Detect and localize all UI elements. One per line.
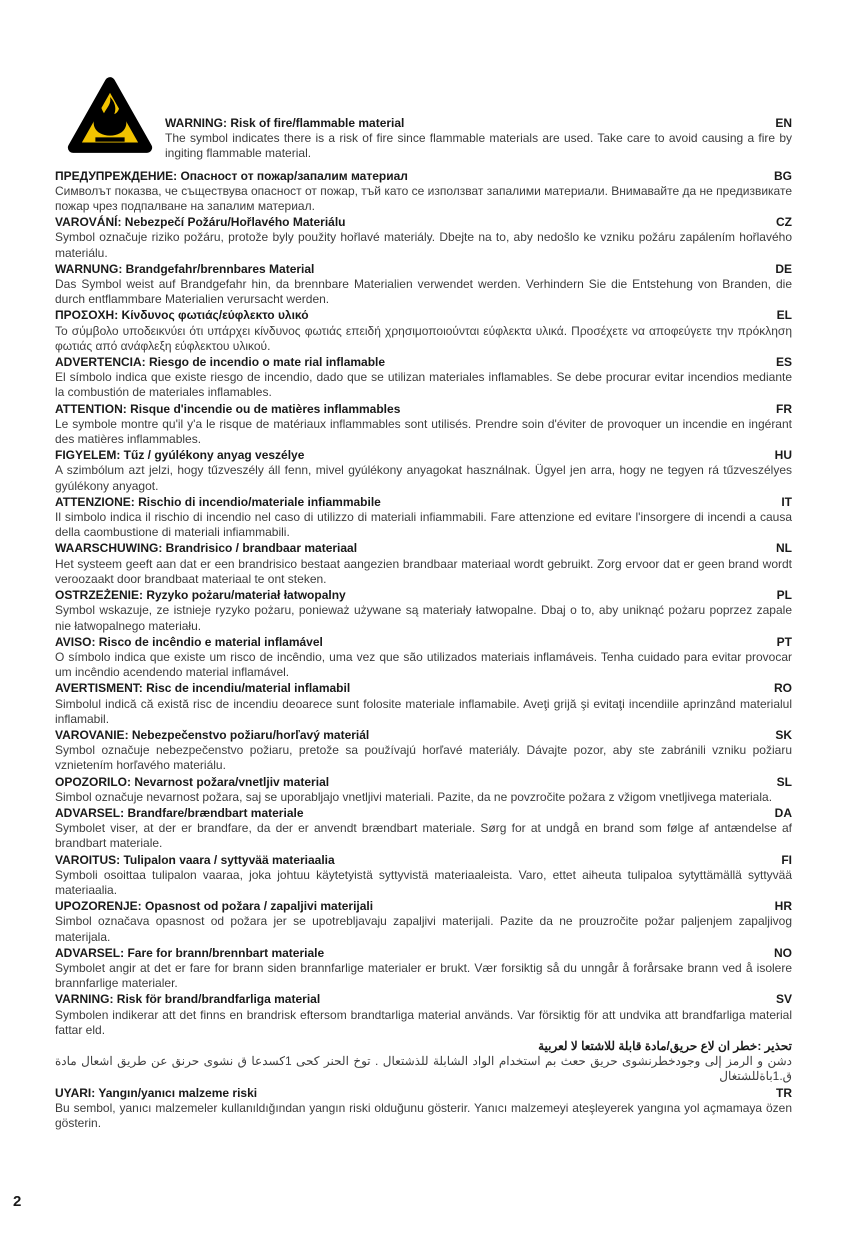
- section-title: ПРЕДУПРЕЖДЕНИЕ: Опасност от пожар/запалим материал: [55, 168, 408, 183]
- language-code: NO: [774, 945, 792, 960]
- section-title: AVERTISMENT: Risc de incendiu/material inflamabil: [55, 681, 351, 696]
- section-body: Bu sembol, yanıcı malzemeler kullanıldığından yangın riski olduğunu gösterir. Yanıcı malzemeyi ateşleyerek yangına yol açmamaya özen gösterin.: [55, 1100, 792, 1130]
- section-title: ADVERTENCIA: Riesgo de incendio o mate rial inflamable: [55, 355, 386, 370]
- language-code: EL: [776, 308, 792, 323]
- section-title: تحذير :خطر ان لاع حريق/مادة قابلة للاشتعا لا لعربية: [538, 1038, 792, 1053]
- section-body: Symbol označuje riziko požáru, protože byly použity hořlavé materiály. Dbejte na to, aby nedošlo ke vzniku požáru zapálením hořlavého materiálu.: [55, 230, 792, 260]
- section-header: [55, 262, 792, 277]
- section-body: دشن و الرمز إلى وجودخطرنشوى حريق حعث بم استخدام الواد الشابلة للذشتعال . توخ الحنر كحى 1كسدعا ق نشوى حرنق عن طريق اشعال مادة ق.1باةللشتغال: [55, 1054, 792, 1084]
- section-header: [55, 992, 792, 1007]
- section-body: Het systeem geeft aan dat er een brandrisico bestaat aangezien brandbaar materiaal wordt gebruikt. Zorg ervoor dat er geen brand wordt veroozaakt door brandbaat materiaal te ont steken.: [55, 556, 792, 586]
- section-header: [55, 308, 792, 323]
- section-title: WAARSCHUWING: Brandrisico / brandbaar materiaal: [55, 541, 358, 556]
- language-code: NL: [776, 541, 792, 556]
- section-header: [55, 899, 792, 914]
- section-title: VARNING: Risk för brand/brandfarliga material: [55, 992, 321, 1007]
- section-body: Das Symbol weist auf Brandgefahr hin, da brennbare Materialien verwendet werden. Verhindern Sie die Entstehung von Branden, die durch entflammbare Materialien verursacht werden.: [55, 277, 792, 307]
- language-code: DE: [775, 261, 792, 276]
- section-title: UPOZORENJE: Opasnost od požara / zapaljivi materijali: [55, 899, 374, 914]
- section-header: [55, 1086, 792, 1101]
- section-body: Symbolet viser, at der er brandfare, da der er anvendt brændbart materiale. Sørg for at undgå en brand som følge af antændelse af brandbart materiale.: [55, 821, 792, 851]
- language-sections-list: [55, 169, 792, 1132]
- language-section: [55, 402, 792, 448]
- language-code: HR: [774, 899, 792, 914]
- section-body: Simbol označuje nevarnost požara, saj se uporabljajo vnetljivi materiali. Pazite, da ne povzročite požara z vžigom vnetljivega materiala.: [55, 789, 773, 804]
- language-section: [55, 355, 792, 401]
- language-section: [165, 116, 792, 162]
- section-title: VAROVÁNÍ: Nebezpečí Požáru/Hořlavého Materiálu: [55, 215, 346, 230]
- section-header: [55, 681, 792, 696]
- language-section: [55, 853, 792, 899]
- language-code: FR: [776, 401, 792, 416]
- section-body: A szimbólum azt jelzi, hogy tűzveszély áll fenn, mivel gyúlékony anyagokat használnak. Ügyel jen arra, hogy ne tegyen rá tűzveszélyes gyúlékony anyagot.: [55, 463, 792, 493]
- section-header: [165, 116, 792, 131]
- section-header: [55, 541, 792, 556]
- section-body: Le symbole montre qu'il y'a le risque de matériaux inflammables sont utilisés. Prendre soin d'éviter de provoquer un incendie en ingérant des matières inflammables.: [55, 416, 792, 447]
- section-title: ADVARSEL: Brandfare/brændbart materiale: [55, 805, 304, 820]
- language-code: HU: [774, 448, 792, 463]
- section-header: [55, 588, 792, 603]
- language-code: IT: [781, 494, 792, 509]
- language-code: ES: [775, 355, 792, 370]
- section-body: Символът показва, че съществува опасност от пожар, тъй като се използват запалими материали. Внимавайте да не предизвикате пожар чрез подпалване на запалим материал.: [55, 183, 792, 214]
- section-title: WARNING: Risk of fire/flammable material: [165, 116, 405, 130]
- section-header: [55, 448, 792, 463]
- language-section: [55, 681, 792, 727]
- section-title: ATTENTION: Risque d'incendie ou de matières inflammables: [55, 401, 401, 416]
- language-code: PT: [776, 634, 792, 649]
- section-body: Symbolen indikerar att det finns en brandrisk eftersom brandtarliga material används. Var försiktig för att undvika att brandfarliga material fattar eld.: [55, 1007, 792, 1037]
- language-section: [55, 169, 792, 215]
- language-section: [55, 728, 792, 774]
- language-code: CZ: [776, 215, 792, 230]
- section-header: [55, 402, 792, 417]
- section-body: Symbolet angir at det er fare for brann siden brannfarlige materialer er brukt. Vær forsiktig så du unngår å forårsake brann ved å isolere brannfarlige materialer.: [55, 960, 792, 991]
- section-title: ΠΡΟΣΟΧΗ: Κίνδυνος φωτιάς/εύφλεκτο υλικό: [55, 308, 309, 323]
- language-code: DA: [774, 805, 792, 820]
- section-title: UYARI: Yangın/yanıcı malzeme riski: [55, 1085, 258, 1100]
- section-header: [55, 853, 792, 868]
- section-title: ATTENZIONE: Rischio di incendio/materiale infiammabile: [55, 494, 381, 509]
- section-title: OSTRZEŻENIE: Ryzyko pożaru/materiał łatwopalny: [55, 588, 346, 603]
- section-title: VAROVANIE: Nebezpečenstvo požiaru/horľavý materiál: [55, 727, 370, 742]
- section-header: [55, 215, 792, 230]
- language-code: TR: [776, 1085, 792, 1100]
- language-section: [55, 946, 792, 992]
- language-code: SL: [776, 774, 792, 789]
- section-body: Symboli osoittaa tulipalon vaaraa, joka johtuu käytetyistä syttyvistä materiaaleista. Varo, ettet aiheuta tulipaloa sytyttämällä syttyvää materiaalia.: [55, 867, 792, 897]
- language-section: [55, 448, 792, 494]
- section-title: ADVARSEL: Fare for brann/brennbart materiale: [55, 945, 325, 960]
- section-header: [55, 169, 792, 184]
- section-title: FIGYELEM: Tűz / gyúlékony anyag veszélye: [55, 448, 305, 463]
- page-content: [55, 74, 792, 1132]
- language-code: SK: [775, 727, 792, 742]
- page-number: 2: [13, 1193, 22, 1210]
- language-section: [55, 588, 792, 634]
- fire-warning-triangle-icon: [55, 74, 165, 154]
- section-body: Symbol označuje nebezpečenstvo požiaru, pretože sa používajú horľavé materiály. Dávajte pozor, aby ste zabránili vzniku požiaru vznietením horľavého materiálu.: [55, 743, 792, 773]
- section-body: The symbol indicates there is a risk of fire since flammable materials are used. Take care to avoid causing a fire by ingiting flammable material.: [165, 131, 792, 161]
- language-section: [55, 1039, 792, 1085]
- section-body: Το σύμβολο υποδεικνύει ότι υπάρχει κίνδυνος φωτιάς επειδή χρησιμοποιούνται εύφλεκτα υλικά. Προσέχετε να αποφεύγετε την πρόκληση φωτιάς από ανάφλεξη εύφλεκτου υλικού.: [55, 323, 792, 353]
- section-header: [55, 946, 792, 961]
- section-header: [55, 635, 792, 650]
- language-code: FI: [781, 852, 792, 867]
- language-section: [55, 495, 792, 541]
- section-header: [55, 775, 792, 790]
- language-section: [55, 899, 792, 945]
- language-code: SV: [775, 992, 792, 1007]
- language-code: BG: [774, 168, 792, 183]
- language-section: [55, 541, 792, 587]
- section-header: [55, 495, 792, 510]
- top-block: [55, 74, 792, 163]
- language-section: [55, 215, 792, 261]
- language-section: [55, 806, 792, 852]
- language-code: EN: [775, 116, 792, 130]
- section-header: [55, 806, 792, 821]
- language-section: [55, 262, 792, 308]
- language-section: [55, 775, 792, 805]
- section-header: [55, 1039, 792, 1054]
- language-code: RO: [774, 681, 792, 696]
- language-code: PL: [776, 588, 792, 603]
- section-title: AVISO: Risco de incêndio e material inflamável: [55, 634, 323, 649]
- section-body: O símbolo indica que existe um risco de incêndio, uma vez que são utilizados materiais inflamáveis. Tenha cuidado para evitar provocar um incêndio acendendo material inflamável.: [55, 649, 792, 680]
- section-title: WARNUNG: Brandgefahr/brennbares Material: [55, 261, 315, 276]
- section-body: Simbol označava opasnost od požara jer se upotrebljavaju zapaljivi materijali. Pazite da ne prouzročite požar paljenjem zapaljivog materijala.: [55, 914, 792, 944]
- section-header: [55, 728, 792, 743]
- language-section: [55, 992, 792, 1038]
- section-header: [55, 355, 792, 370]
- language-section: [55, 1086, 792, 1132]
- section-body: Simbolul indică că există risc de incendiu deoarece sunt folosite materiale inflamabile. Aveţi grijă şi evitaţi incendiile aprinzând materialul inflamabil.: [55, 696, 792, 726]
- section-title: VAROITUS: Tulipalon vaara / syttyvää materiaalia: [55, 852, 335, 867]
- section-title: OPOZORILO: Nevarnost požara/vnetljiv material: [55, 774, 330, 789]
- section-body: El símbolo indica que existe riesgo de incendio, dado que se utilizan materiales inflamables. Se debe procurar evitar incendios mediante la combustión de materiales inflamables.: [55, 370, 792, 400]
- section-body: Il simbolo indica il rischio di incendio nel caso di utilizzo di materiali infiammabili. Fare attenzione ed evitare l'insorgere di incendi a causa della caombustione di materiali infiammabili.: [55, 510, 792, 540]
- language-section: [55, 635, 792, 681]
- language-section: [55, 308, 792, 354]
- section-body: Symbol wskazuje, ze istnieje ryzyko pożaru, ponieważ używane są materiały łatwopalne. Dbaj o to, aby uniknąć pożaru poprzez zapale nie łatwopalnego materiału.: [55, 603, 792, 633]
